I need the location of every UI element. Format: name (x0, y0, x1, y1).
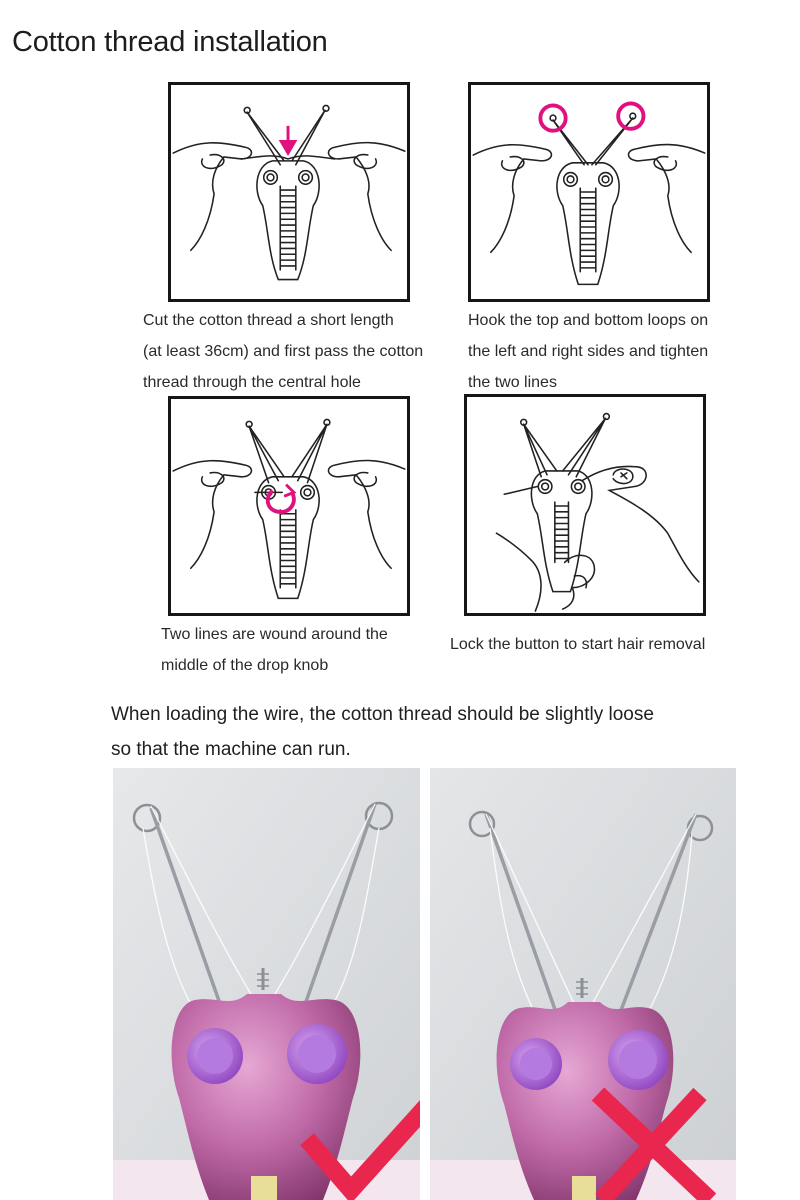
step-4-illustration (464, 394, 706, 616)
caption-line: Lock the button to start hair removal (450, 636, 706, 653)
caption-line: the two lines (468, 374, 557, 391)
caption-line: Hook the top and bottom loops on (468, 312, 709, 329)
note-line: When loading the wire, the cotton thread should be slightly loose (111, 704, 654, 725)
caption-line: (at least 36cm) and first pass the cotton (143, 343, 424, 360)
caption-line: Cut the cotton thread a short length (143, 312, 394, 329)
caption-line: thread through the central hole (143, 374, 361, 391)
step-3-illustration (168, 396, 410, 616)
step-2-caption (468, 305, 708, 398)
note-line: so that the machine can run. (111, 739, 351, 760)
caption-line: Two lines are wound around the (161, 626, 388, 643)
step-1-illustration (168, 82, 410, 302)
caption-line: the left and right sides and tighten (468, 343, 709, 360)
wrong-example-photo (430, 768, 736, 1200)
step-2-illustration (468, 82, 710, 302)
step-4-caption (450, 629, 705, 660)
page-title: Cotton thread installation (12, 26, 328, 58)
loading-note (111, 697, 654, 767)
step-3-caption (161, 619, 388, 681)
caption-line: middle of the drop knob (161, 657, 329, 674)
step-1-caption (143, 305, 423, 398)
correct-example-photo (113, 768, 420, 1200)
